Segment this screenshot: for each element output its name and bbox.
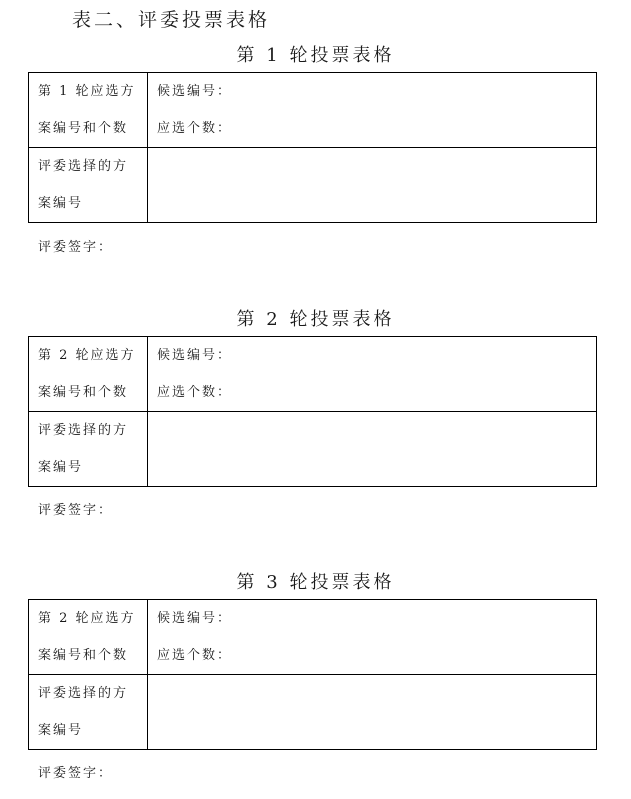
round-1-title: 第 1 轮投票表格 [236, 45, 395, 66]
round-3-quota-label-cell [29, 600, 148, 675]
round-1-choice-label-line2: 案编号 [38, 196, 84, 211]
round-2-quota-label-line1: 第 2 轮应选方 [38, 348, 136, 363]
round-3-signature: 评委签字： [38, 766, 114, 781]
round-3-choice-label-line2: 案编号 [38, 723, 84, 738]
round-3-table [28, 599, 597, 750]
round-3-quota-count-label: 应选个数： [157, 648, 233, 663]
round-2-signature: 评委签字： [38, 503, 114, 518]
round-3-quota-row [29, 600, 597, 675]
round-3-quota-label-line2: 案编号和个数 [38, 648, 129, 663]
round-2-candidates-label: 候选编号： [157, 348, 233, 363]
round-2-quota-value-cell[interactable] [148, 337, 597, 412]
round-2-table [28, 336, 597, 487]
round-1-signature: 评委签字： [38, 240, 114, 255]
round-1-quota-label-line2: 案编号和个数 [38, 121, 129, 136]
round-3-candidates-label: 候选编号： [157, 611, 233, 626]
round-1-candidates-label: 候选编号： [157, 84, 233, 99]
round-2-quota-count-label: 应选个数： [157, 385, 233, 400]
round-1-quota-count-label: 应选个数： [157, 121, 233, 136]
round-2-choice-label-cell [29, 412, 148, 487]
round-1-quota-label-cell [29, 73, 148, 148]
round-2-choice-label-line1: 评委选择的方 [38, 423, 129, 438]
round-1-table [28, 72, 597, 223]
round-2-title: 第 2 轮投票表格 [236, 309, 395, 330]
document-heading: 表二、评委投票表格 [72, 9, 271, 31]
round-3-choice-label-cell [29, 675, 148, 750]
round-1-choice-label-line1: 评委选择的方 [38, 159, 129, 174]
round-1-choice-label-cell [29, 148, 148, 223]
round-1-quota-label-line1: 第 1 轮应选方 [38, 84, 136, 99]
round-3-quota-value-cell[interactable] [148, 600, 597, 675]
round-2-quota-row [29, 337, 597, 412]
round-3-choice-value-cell[interactable] [148, 675, 597, 750]
round-2-choice-label-line2: 案编号 [38, 460, 84, 475]
round-3-title: 第 3 轮投票表格 [236, 572, 395, 593]
round-1-quota-row [29, 73, 597, 148]
round-2-choice-row [29, 412, 597, 487]
round-3-choice-row [29, 675, 597, 750]
round-2-choice-value-cell[interactable] [148, 412, 597, 487]
round-2-quota-label-cell [29, 337, 148, 412]
round-1-choice-row [29, 148, 597, 223]
round-3-choice-label-line1: 评委选择的方 [38, 686, 129, 701]
round-1-quota-value-cell[interactable] [148, 73, 597, 148]
round-2-quota-label-line2: 案编号和个数 [38, 385, 129, 400]
round-3-quota-label-line1: 第 2 轮应选方 [38, 611, 136, 626]
round-1-choice-value-cell[interactable] [148, 148, 597, 223]
